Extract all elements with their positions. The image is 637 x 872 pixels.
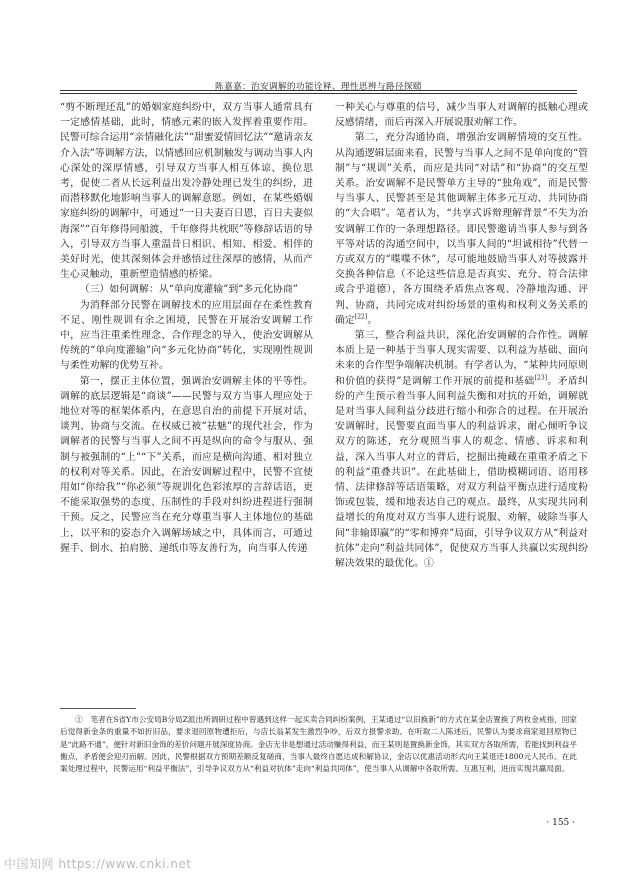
running-head: 陈嘉嘉：治安调解的功能诠释、理性思辨与路径探赜 bbox=[214, 82, 422, 92]
citation-23: [23] bbox=[534, 374, 548, 382]
header-rule-second bbox=[60, 93, 577, 94]
footnote-marker: ① bbox=[424, 558, 434, 570]
right-paragraph-3 bbox=[335, 328, 588, 571]
footnote-rule bbox=[60, 708, 136, 709]
left-paragraph-3: 第一，摆正主体位置，强调治安调解主体的平等性。调解的底层逻辑是“商谈”——民警与双方当事人理应处于地位对等的框架体系内，在意思自治的前提下开展对话、谈判、协商与交流。在权威已被“祛魅”的现代社会，作为调解者的民警与当事人之间不再是纵向的命令与服从、强制与被强制的“上”“下”关系，而应是横向沟通、相对独立的权利对等关系。因此，在治安调解过程中，民警不宜使用如“你给我”“你必须”等规训化色彩浓厚的言辞话语，更不能采取强势的态度、压制性的手段对纠纷进程进行强制干预。反之，民警应当在充分尊重当事人主体地位的基础上，以平和的姿态介入调解场域之中，具体而言，可通过握手、倒水、拍肩膀、递纸巾等友善行为，向当事人传递 bbox=[60, 375, 313, 554]
right-paragraph-3-continued: 。矛盾纠纷的产生预示着当事人间利益失衡和对抗的开始，调解就是对当事人间利益分歧进行缩小和弥合的过程。在开展治安调解时，民警要直面当事人的利益诉求，耐心倾听争议双方的陈述，充分观照当事人的观念、情感、诉求和利益，深入当事人对立的背后，挖掘出掩藏在重重矛盾之下的利益“重叠共识”。在此基础上，借助模糊词语、语用移情、法律修辞等话语策略，对双方利益平衡点进行适度粉饰或包装，缓和地表达自己的观点。最终，从实现共同利益增长的角度对双方当事人进行说服、劝解，破除当事人间“非输即赢”的“零和博弈”局面，引导争议双方从“利益对抗体”走向“利益共同体”，促使双方当事人共赢以实现纠纷解决效果的最优化。 bbox=[335, 375, 588, 570]
left-section-heading: （三）如何调解：从“单向度灌输”到“多元化协商” bbox=[79, 284, 298, 296]
right-column bbox=[335, 100, 588, 571]
header-rule bbox=[60, 90, 577, 91]
footnote: ① 笔者在S省Y市公安局B分局Z派出所调研过程中曾遇到这样一起买卖合同纠纷案例，王某通过“以旧换新”的方式在某金店置换了两枚金戒指，回家后觉得新金条的重量不如折旧品，要求退回原物遭拒后，与店长翁某发生激烈争吵，后双方报警求助。在听取二人陈述后，民警认为要求商家退回原物已是“此路不通”，便针对新旧金饰的差价问题开展深度协商。金店无非是想通过活动赚得利益，而王某则是置换新金饰，其实双方各取所需，若能找到利益平衡点，矛盾便会迎刃而解。因此，民警根据双方预期差额反复磋商，当事人最终自愿达成和解协议，金店以优惠活动形式向王某退还1800元人民币。在此案处理过程中，民警运用“利益平衡法”，引导争议双方从“利益对抗体”走向“利益共同体”，使当事人从调解中各取所需、互惠互利，进而实现共赢局面。 bbox=[60, 715, 577, 774]
left-paragraph-1: “剪不断理还乱”的婚姻家庭纠纷中，双方当事人通常具有一定感情基础，此时，情感元素的嵌入发挥着重要作用。民警可综合运用“亲情融化法”“甜蜜爱情回忆法”“邀请亲友介入法”等调解方法，以情感回应机制触发与调动当事人内心深处的深厚情感，引导双方当事人相互体谅、换位思考，促使二者从长远利益出发冷静处理已发生的纠纷，进而潜移默化地影响当事人的调解意愿。例如，在某些婚姻家庭纠纷的调解中，可通过“一日夫妻百日恩，百日夫妻似海深”“百年修得同船渡，千年修得共枕眠”等修辞话语的导入，引导双方当事人重温昔日相识、相知、相爱、相伴的美好时光，使其深刻体会并感悟过往深厚的感情，从而产生心灵触动，重新塑造情感的桥梁。 bbox=[60, 102, 313, 281]
citation-22: [22] bbox=[354, 313, 368, 321]
right-paragraph-3-text: 第三，整合利益共识，深化治安调解的合作性。调解本质上是一种基于当事人现实需要、以利益为基础、面向未来的合作型争端解决机制。有学者认为，“某种共同原则和价值的获得”是调解工作开展的前提和基础 bbox=[335, 330, 588, 387]
right-paragraph-2: 第二，充分沟通协商，增强治安调解情境的交互性。从沟通逻辑层面来看，民警与当事人之间不是单向度的“管制”与“规训”关系，而应是共同“对话”和“协商”的交互型关系。治安调解不是民警单方主导的“独角戏”，而是民警与当事人、民警甚至是其他调解主体多元互动、共同协商的“大合唱”。笔者认为，“共享式诉辩理解背景”不失为治安调解工作的一条理想路径。即民警邀请当事人参与到各平等对话的沟通空间中，以当事人间的“坦诚相待”代替一方或双方的“喋喋不休”，尽可能地鼓励当事人对等披露并交换各种信息（不论这些信息是否真实、充分、符合法律或合乎道德），各方围绕矛盾焦点客观、冷静地沟通、评判、协商，共同完成对纠纷场景的重构和权利义务关系的确定[22]。 bbox=[335, 132, 588, 326]
left-column bbox=[60, 100, 313, 556]
right-paragraph-1: 一种关心与尊重的信号，减少当事人对调解的抵触心理或反感情绪，而后再深入开展说服劝解工作。 bbox=[335, 102, 588, 129]
right-paragraph-2-text: 第二，充分沟通协商，增强治安调解情境的交互性。从沟通逻辑层面来看，民警与当事人之间不是单向度的“管制”与“规训”关系，而应是共同“对话”和“协商”的交互型关系。治安调解不是民警单方主导的“独角戏”，而是民警与当事人、民警甚至是其他调解主体多元互动、共同协商的“大合唱”。笔者认为，“共享式诉辩理解背景”不失为治安调解工作的一条理想路径。即民警邀请当事人参与到各平等对话的沟通空间中，以当事人间的“坦诚相待”代替一方或双方的“喋喋不休”，尽可能地鼓励当事人对等披露并交换各种信息（不论这些信息是否真实、充分、符合法律或合乎道德），各方围绕矛盾焦点客观、冷静地沟通、评判、协商，共同完成对纠纷场景的重构和权利义务关系的确定 bbox=[335, 132, 588, 326]
page-number: · 155 · bbox=[546, 818, 575, 828]
watermark: 中国知网 https://www.cnki.net bbox=[4, 857, 192, 871]
left-paragraph-2: 为消释部分民警在调解技术的应用层面存在柔性教育不足、刚性规训有余之困境，民警在开展治安调解工作中，应当注重柔性理念、合作理念的导入，使治安调解从传统的“单向度灌输”向“多元化协商”转化，实现刚性规训与柔性劝解的优势互补。 bbox=[60, 299, 313, 372]
